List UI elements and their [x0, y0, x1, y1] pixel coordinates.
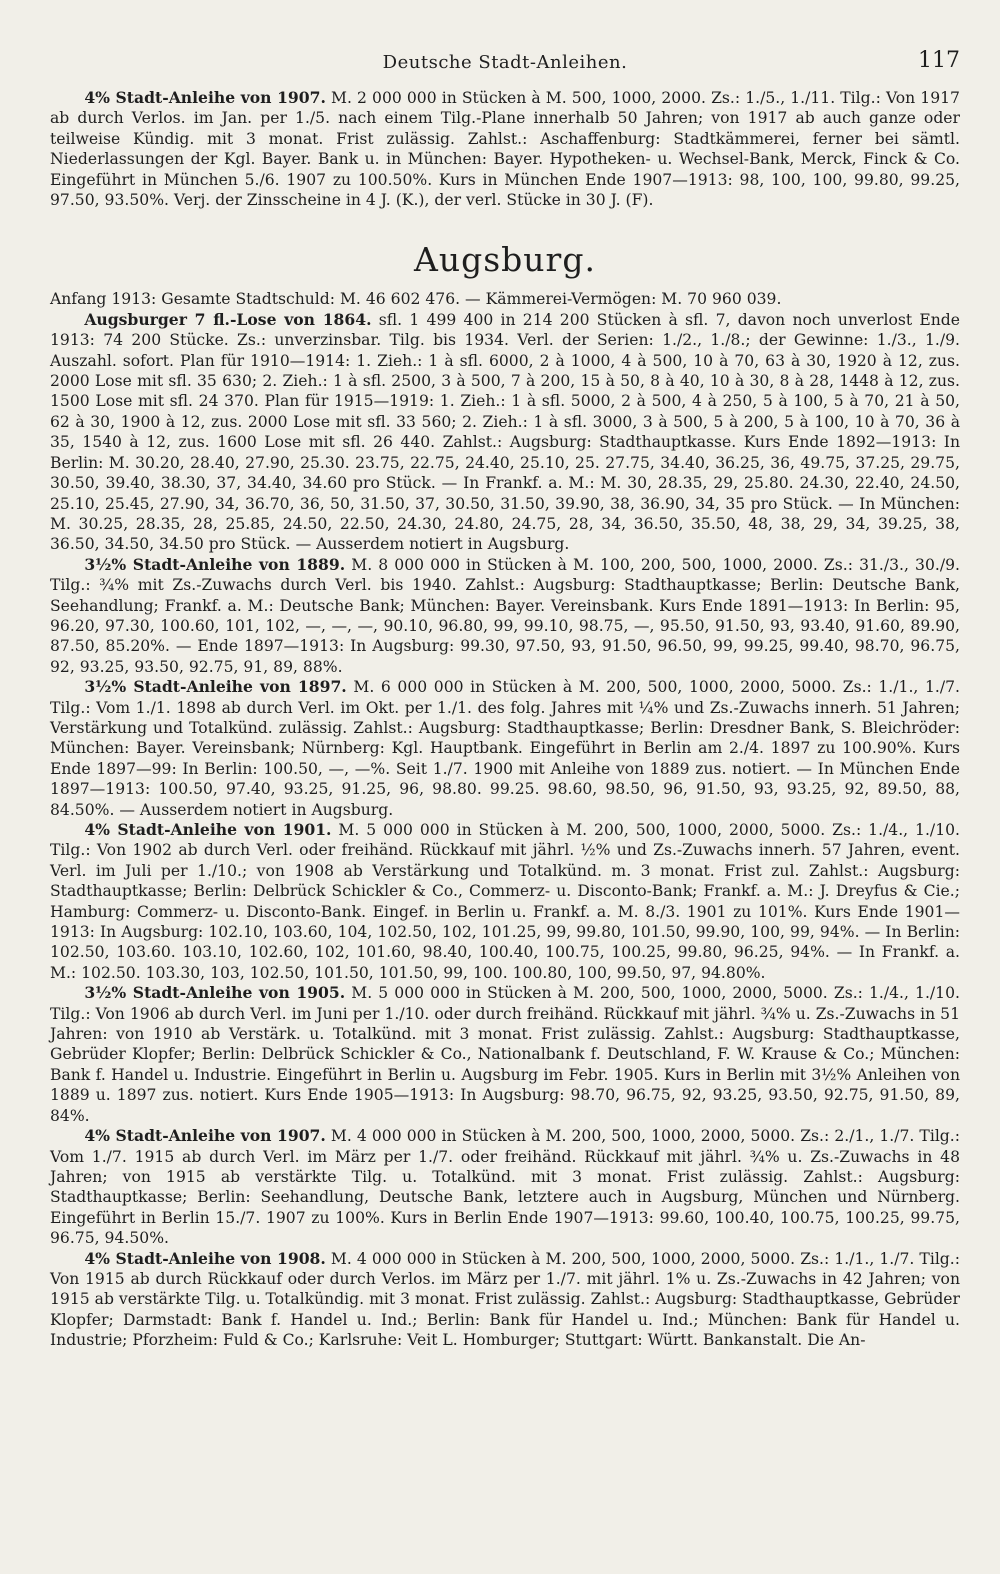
- entry-text: M. 5 000 000 in Stücken à M. 200, 500, 1000, 2000, 5000. Zs.: 1./4., 1./10. Tilg.: Von 1906 ab durch Verl. im Juni per 1./10. oder durch freihänd. Rückkauf mit jährl. ¾% u. Zs.-Zuwachs in 51 Jahren: von 1910 ab Verstärk. u. Totalkünd. mit 3 monat. Frist zulässig. Zahlst.: Augsburg: Stadthauptkasse, Gebrüder Klopfer; Berlin: Delbrück Schickler & Co., Nationalbank f. Deutschland, F. W. Krause & Co.; München: Bank f. Handel u. Industrie. Eingeführt in Berlin u. Augsburg im Febr. 1905. Kurs in Berlin mit 3½% Anleihen von 1889 u. 1897 zus. notiert. Kurs Ende 1905—1913: In Augsburg: 98.70, 96.75, 92, 93.25, 93.50, 92.75, 91.50, 89, 84%.: [50, 984, 960, 1125]
- loan-entry: [50, 1126, 960, 1248]
- entry-heading: 4% Stadt-Anleihe von 1907.: [84, 1126, 326, 1146]
- loan-entry: [50, 1249, 960, 1351]
- city-heading: Augsburg.: [414, 240, 596, 280]
- entry-text: M. 2 000 000 in Stücken à M. 500, 1000, 2000. Zs.: 1./5., 1./11. Tilg.: Von 1917 ab durch Verlos. im Jan. per 1./5. nach einem Tilg.-Plane innerhalb 50 Jahren; von 1917 ab auch ganze oder teilweise Kündig. mit 3 monat. Frist zulässig. Zahlst.: Aschaffenburg: Stadtkämmerei, ferner bei sämtl. Niederlassungen der Kgl. Bayer. Bank u. in München: Bayer. Hypotheken- u. Wechsel-Bank, Merck, Finck & Co. Eingeführt in München 5./6. 1907 zu 100.50%. Kurs in München Ende 1907—1913: 98, 100, 100, 99.80, 99.25, 97.50, 93.50%. Verj. der Zinsscheine in 4 J. (K.), der verl. Stücke in 30 J. (F).: [50, 89, 960, 210]
- loan-entry-aschaffenburg-1907: [50, 88, 960, 210]
- entry-heading: 3½% Stadt-Anleihe von 1889.: [84, 554, 346, 574]
- running-title: Deutsche Stadt-Anleihen.: [382, 52, 628, 73]
- entry-heading: 4% Stadt-Anleihe von 1908.: [84, 1248, 326, 1268]
- entry-heading: Augsburger 7 fl.-Lose von 1864.: [84, 309, 372, 329]
- loan-entry: [50, 820, 960, 983]
- entry-text: M. 4 000 000 in Stücken à M. 200, 500, 1000, 2000, 5000. Zs.: 2./1., 1./7. Tilg.: Vom 1./7. 1915 ab durch Verl. im März per 1./7. oder freihänd. Rückkauf mit jährl. ¾% u. Zs.-Zuwachs in 48 Jahren; von 1915 ab verstärkte Tilg. u. Totalkünd. mit 3 monat. Frist zulässig. Zahlst.: Augsburg: Stadthauptkasse; Berlin: Seehandlung, Deutsche Bank, letztere auch in Augsburg, München und Nürnberg. Eingeführt in Berlin 15./7. 1907 zu 100%. Kurs in Berlin Ende 1907—1913: 99.60, 100.40, 100.75, 100.25, 99.75, 96.75, 94.50%.: [50, 1127, 960, 1248]
- entry-text: M. 8 000 000 in Stücken à M. 100, 200, 500, 1000, 2000. Zs.: 31./3., 30./9. Tilg.: ¾% mit Zs.-Zuwachs durch Verl. bis 1940. Zahlst.: Augsburg: Stadthauptkasse; Berlin: Deutsche Bank, Seehandlung; Frankf. a. M.: Deutsche Bank; München: Bayer. Vereinsbank. Kurs Ende 1891—1913: In Berlin: 95, 96.20, 97.30, 100.60, 101, 102, —, —, —, 90.10, 96.80, 99, 99.10, 98.75, —, 95.50, 91.50, 93, 93.40, 91.60, 89.90, 87.50, 85.20%. — Ende 1897—1913: In Augsburg: 99.30, 97.50, 93, 91.50, 96.50, 99, 99.25, 99.40, 98.70, 96.75, 92, 93.25, 93.50, 92.75, 91, 89, 88%.: [50, 555, 960, 676]
- entry-heading: 3½% Stadt-Anleihe von 1905.: [84, 983, 346, 1003]
- loan-entry: [50, 983, 960, 1126]
- entry-heading: 3½% Stadt-Anleihe von 1897.: [84, 677, 347, 697]
- entry-text: sfl. 1 499 400 in 214 200 Stücken à sfl. 7, davon noch unverlost Ende 1913: 74 200 Stücke. Zs.: unverzinsbar. Tilg. bis 1934. Verl. der Serien: 1./2., 1./8.; der Gewinne: 1./3., 1./9. Auszahl. sofort. Plan für 1910—1914: 1. Zieh.: 1 à sfl. 6000, 2 à 1000, 4 à 500, 10 à 70, 63 à 30, 1920 à 12, zus. 2000 Lose mit sfl. 35 630; 2. Zieh.: 1 à sfl. 2500, 3 à 500, 7 à 200, 15 à 50, 8 à 40, 10 à 30, 8 à 28, 1448 à 12, zus. 1500 Lose mit sfl. 24 370. Plan für 1915—1919: 1. Zieh.: 1 à sfl. 5000, 2 à 500, 4 à 250, 5 à 100, 5 à 70, 21 à 50, 62 à 30, 1900 à 12, zus. 2000 Lose mit sfl. 33 560; 2. Zieh.: 1 à sfl. 3000, 3 à 500, 5 à 200, 5 à 100, 10 à 70, 36 à 35, 1540 à 12, zus. 1600 Lose mit sfl. 26 440. Zahlst.: Augsburg: Stadthauptkasse. Kurs Ende 1892—1913: In Berlin: M. 30.20, 28.40, 27.90, 25.30. 23.75, 22.75, 24.40, 25.10, 25. 27.75, 34.40, 36.25, 36, 49.75, 37.25, 29.75, 30.50, 39.40, 38.30, 37, 34.40, 34.60 pro Stück. — In Frankf. a. M.: M. 30, 28.35, 29, 25.80. 24.30, 22.40, 24.50, 25.10, 25.45, 27.90, 34, 36.70, 36, 50, 31.50, 37, 30.50, 31.50, 39.90, 38, 36.90, 34, 35 pro Stück. — In München: M. 30.25, 28.35, 28, 25.85, 24.50, 22.50, 24.30, 24.80, 24.75, 28, 34, 36.50, 35.50, 48, 38, 29, 34, 39.25, 38, 36.50, 34.50, 34.50 pro Stück. — Ausserdem notiert in Augsburg.: [50, 310, 960, 554]
- loan-entry: [50, 677, 960, 820]
- entry-text: M. 6 000 000 in Stücken à M. 200, 500, 1000, 2000, 5000. Zs.: 1./1., 1./7. Tilg.: Vom 1./1. 1898 ab durch Verl. im Okt. per 1./1. des folg. Jahres mit ¼% und Zs.-Zuwachs innerh. 51 Jahren; Verstärkung und Totalkünd. zulässig. Zahlst.: Augsburg: Stadthauptkasse; Berlin: Dresdner Bank, S. Bleichröder: München: Bayer. Vereinsbank; Nürnberg: Kgl. Hauptbank. Eingeführt in Berlin am 2./4. 1897 zu 100.90%. Kurs Ende 1897—99: In Berlin: 100.50, —, —%. Seit 1./7. 1900 mit Anleihe von 1889 zus. notiert. — In München Ende 1897—1913: 100.50, 97.40, 93.25, 91.25, 96, 98.80. 99.25. 98.60, 98.50, 96, 91.50, 93, 93.25, 92, 89.50, 88, 84.50%. — Ausserdem notiert in Augsburg.: [50, 678, 960, 819]
- entry-text: M. 5 000 000 in Stücken à M. 200, 500, 1000, 2000, 5000. Zs.: 1./4., 1./10. Tilg.: Von 1902 ab durch Verl. oder freihänd. Rückkauf mit jährl. ½% und Zs.-Zuwachs innerh. 57 Jahren, event. Verl. im Juli per 1./10.; von 1908 ab Verstärkung und Totalkünd. m. 3 monat. Frist zul. Zahlst.: Augsburg: Stadthauptkasse; Berlin: Delbrück Schickler & Co., Commerz- u. Disconto-Bank; Frankf. a. M.: J. Dreyfus & Cie.; Hamburg: Commerz- u. Disconto-Bank. Eingef. in Berlin u. Frankf. a. M. 8./3. 1901 zu 101%. Kurs Ende 1901—1913: In Augsburg: 102.10, 103.60, 104, 102.50, 102, 101.25, 99, 99.80, 101.50, 99.90, 100, 99, 94%. — In Berlin: 102.50, 103.60. 103.10, 102.60, 102, 101.60, 98.40, 100.40, 100.75, 100.25, 99.80, 96.25, 94%. — In Frankf. a. M.: 102.50. 103.30, 103, 102.50, 101.50, 101.50, 99, 100. 100.80, 100, 99.50, 97, 94.80%.: [50, 821, 960, 982]
- loan-entry: [50, 310, 960, 555]
- entry-heading: 4% Stadt-Anleihe von 1907.: [84, 88, 326, 107]
- entry-heading: 4% Stadt-Anleihe von 1901.: [84, 820, 332, 839]
- entry-text: M. 4 000 000 in Stücken à M. 200, 500, 1000, 2000, 5000. Zs.: 1./1., 1./7. Tilg.: Von 1915 ab durch Rückkauf oder durch Verlos. im März per 1./7. mit jährl. 1% u. Zs.-Zuwachs in 42 Jahren; von 1915 ab verstärkte Tilg. u. Totalkündig. mit 3 monat. Frist zulässig. Zahlst.: Augsburg: Stadthauptkasse, Gebrüder Klopfer; Darmstadt: Bank f. Handel u. Ind.; Berlin: Bank für Handel u. Ind.; München: Bank für Handel u. Industrie; Pforzheim: Fuld & Co.; Karlsruhe: Veit L. Homburger; Stuttgart: Württ. Bankanstalt. Die An-: [50, 1249, 960, 1350]
- loan-entry: [50, 555, 960, 677]
- city-intro: Anfang 1913: Gesamte Stadtschuld: M. 46 602 476. — Kämmerei-Vermögen: M. 70 960 039.: [50, 290, 782, 309]
- page-header: [50, 48, 960, 88]
- page-number: 117: [918, 48, 960, 73]
